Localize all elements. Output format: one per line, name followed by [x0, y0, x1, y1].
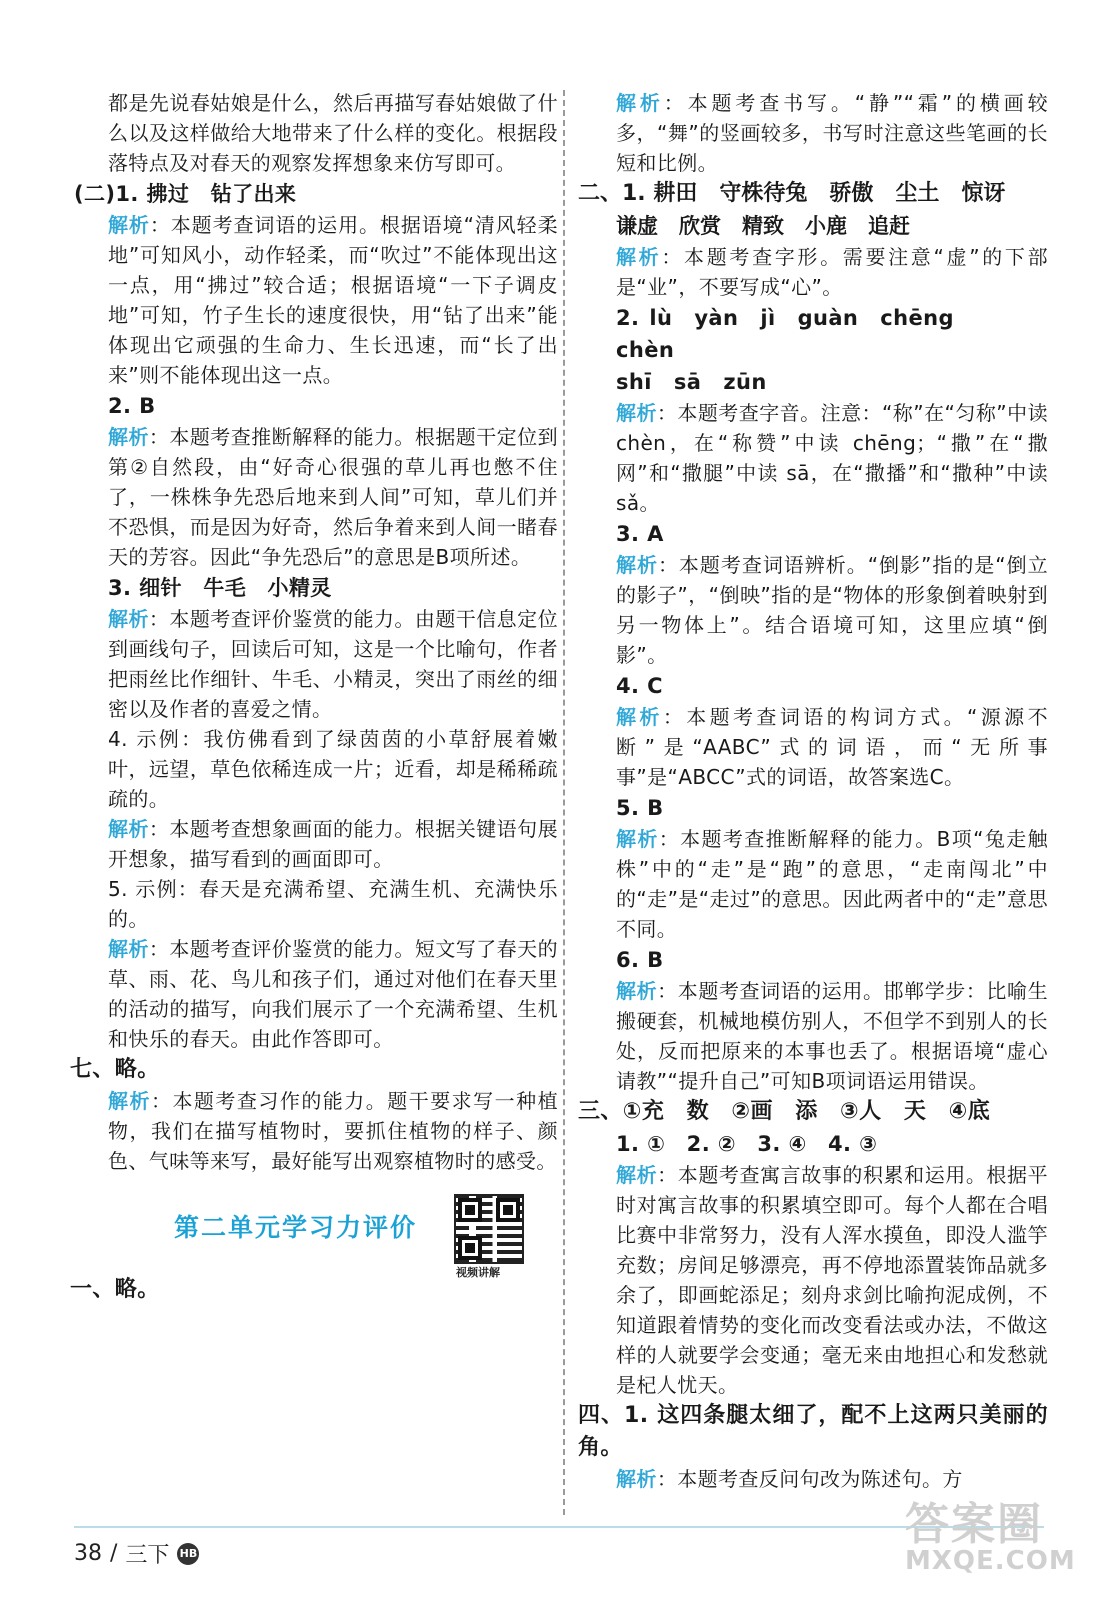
analysis-label: 解析: [616, 705, 663, 729]
page-footer: [74, 1538, 199, 1569]
q2-analysis: ：本题考查推断解释的能力。根据题干定位到第②自然段，由“好奇心很强的草儿再也憋不住了，一株株争先恐后地来到人间”可知，草儿们并不恐惧，而是因为好奇，然后争着来到人间一睹春天的芳容。因此“争先恐后”的意思是B项所述。: [108, 425, 558, 569]
column-divider: [563, 90, 565, 1515]
pinyin-item: sā: [673, 370, 702, 394]
analysis-label: 解析: [616, 91, 664, 115]
footer-rule: [74, 1526, 1044, 1528]
unit2-s1-answer: 一、略。: [70, 1277, 160, 1302]
left-column: [70, 88, 558, 1306]
pinyin-item: yàn: [694, 306, 739, 330]
q2-label: 2.: [616, 306, 640, 330]
grade-label: 三下: [125, 1543, 170, 1568]
q5-analysis-right: ：本题考查推断解释的能力。B项“兔走触株”中的“走”是“跑”的意思，“走南闯北”中的“走”是“走过”的意思。因此两者中的“走”意思不同。: [616, 827, 1048, 941]
pinyin-item: jì: [760, 306, 776, 330]
intro-text: 都是先说春姑娘是什么，然后再描写春姑娘做了什么以及这样做给大地带来了什么样的变化。根据段落特点及对春天的观察发挥想象来仿写即可。: [108, 91, 558, 175]
s3-answers: 三、①充 数 ②画 添 ③人 天 ④底: [578, 1099, 991, 1124]
analysis-label: 解析: [616, 553, 658, 577]
analysis-label: 解析: [616, 827, 659, 851]
q4-answer-right: 4. C: [616, 674, 663, 698]
pinyin-item: shī: [616, 370, 652, 394]
footer-separator: /: [110, 1541, 118, 1566]
s4-q1-answer: 四、1. 这四条腿太细了，配不上这两只美丽的角。: [578, 1403, 1048, 1460]
writing-analysis: ：本题考查书写。“静”“霜”的横画较多，“舞”的竖画较多，书写时注意这些笔画的长短和比例。: [616, 91, 1048, 175]
s3-sub-answers: 1. ① 2. ② 3. ④ 4. ③: [616, 1132, 878, 1156]
analysis-label: 解析: [108, 425, 149, 449]
analysis-label: 解析: [616, 401, 657, 425]
s4-analysis: ：本题考查反问句改为陈述句。方: [656, 1467, 963, 1491]
pinyin-item: chēng: [880, 306, 954, 330]
analysis-label: 解析: [108, 213, 150, 237]
q2-analysis-right: ：本题考查字音。注意：“称”在“匀称”中读 chèn，在“称赞”中读 chēng；“撒”在“撒网”和“撒腿”中读 sā，在“撒播”和“撒种”中读 sǎ。: [616, 401, 1048, 515]
pinyin-item: chèn: [616, 338, 675, 362]
analysis-label: 解析: [616, 979, 658, 1003]
analysis-label: 解析: [108, 1089, 151, 1113]
q6-analysis-right: ：本题考查词语的运用。邯郸学步：比喻生搬硬套，机械地模仿别人，不但学不到别人的长处，反而把原来的本事也丢了。根据语境“虚心请教”“提升自己”可知B项词语运用错误。: [616, 979, 1048, 1093]
edition-badge-icon: HB: [177, 1543, 199, 1565]
s2-q1-analysis-right: ：本题考查字形。需要注意“虚”的下部是“业”，不要写成“心”。: [616, 245, 1048, 299]
pinyin-answers: [582, 302, 1048, 398]
q5-answer-right: 5. B: [616, 796, 664, 820]
q5-answer: 5. 示例：春天是充满希望、充满生机、充满快乐的。: [108, 877, 558, 931]
q3-analysis-right: ：本题考查词语辨析。“倒影”指的是“倒立的影子”，“倒映”指的是“物体的形象倒着映射到另一物体上”。结合语境可知，这里应填“倒影”。: [616, 553, 1048, 667]
watermark-line2: MXQE.COM: [905, 1546, 1076, 1576]
q4-analysis: ：本题考查想象画面的能力。根据关键语句展开想象，描写看到的画面即可。: [108, 817, 558, 871]
page-number: 38: [74, 1541, 102, 1566]
qr-label: 视频讲解: [456, 1266, 500, 1279]
q2-answer: 2. B: [108, 394, 156, 418]
watermark: [905, 1488, 1076, 1588]
s2-q1-words-a: 二、1. 耕田 守株待兔 骄傲 尘土 惊讶: [578, 181, 1006, 206]
q4-analysis-right: ：本题考查词语的构词方式。“源源不断”是“AABC”式的词语，而“无所事事”是“ABCC”式的词语，故答案选C。: [616, 705, 1048, 789]
analysis-label: 解析: [108, 937, 149, 961]
analysis-label: 解析: [616, 1467, 657, 1491]
q5-analysis: ：本题考查评价鉴赏的能力。短文写了春天的草、雨、花、鸟儿和孩子们，通过对他们在春天里的活动的描写，向我们展示了一个充满希望、生机和快乐的春天。由此作答即可。: [108, 937, 558, 1051]
s2-q1-words-b: 谦虚 欣赏 精致 小鹿 追赶: [616, 214, 910, 238]
q3-answer: 3. 细针 牛毛 小精灵: [108, 576, 332, 600]
q3-analysis: ：本题考查评价鉴赏的能力。由题干信息定位到画线句子，回读后可知，这是一个比喻句，作者把雨丝比作细针、牛毛、小精灵，突出了雨丝的细密以及作者的喜爱之情。: [108, 607, 558, 721]
s3-analysis: ：本题考查寓言故事的积累和运用。根据平时对寓言故事的积累填空即可。每个人都在合唱比赛中非常努力，没有人浑水摸鱼，即没人滥竽充数；房间足够漂亮，再不停地添置装饰品就多余了，即画蛇添足；刻舟求剑比喻拘泥成例，不知道跟着情势的变化而改变看法或办法，不做这样的人就要学会变通；毫无来由地担心和发愁就是杞人忧天。: [616, 1163, 1048, 1397]
s2-q1-analysis: ：本题考查词语的运用。根据语境“清风轻柔地”可知风小，动作轻柔，而“吹过”不能体现出这一点，用“拂过”较合适；根据语境“一下子调皮地”可知，竹子生长的速度很快，用“钻了出来”能体现出它顽强的生命力、生长迅速，而“长了出来”则不能体现出这一点。: [108, 213, 558, 387]
analysis-label: 解析: [108, 607, 149, 631]
pinyin-item: zūn: [723, 370, 767, 394]
pinyin-item: guàn: [797, 306, 859, 330]
q3-answer-right: 3. A: [616, 522, 664, 546]
q4-answer: 4. 示例：我仿佛看到了绿茵茵的小草舒展着嫩叶，远望，草色依稀连成一片；近看，却是稀稀疏疏的。: [108, 727, 558, 811]
unit-title: 第二单元学习力评价: [174, 1213, 418, 1242]
s7-analysis: ：本题考查习作的能力。题干要求写一种植物，我们在描写植物时，要抓住植物的样子、颜色、气味等来写，最好能写出观察植物时的感受。: [108, 1089, 558, 1173]
right-column: [578, 88, 1048, 1494]
s7-answer: 七、略。: [70, 1057, 160, 1082]
pinyin-item: lù: [649, 306, 673, 330]
analysis-label: 解析: [616, 245, 662, 269]
q6-answer-right: 6. B: [616, 948, 664, 972]
s2-q1-answer: (二)1. 拂过 钻了出来: [74, 182, 297, 206]
qr-code-icon[interactable]: [454, 1194, 524, 1264]
analysis-label: 解析: [108, 817, 149, 841]
unit-title-block: [74, 1194, 558, 1279]
watermark-line1: 答案圈: [905, 1499, 1043, 1550]
analysis-label: 解析: [616, 1163, 658, 1187]
